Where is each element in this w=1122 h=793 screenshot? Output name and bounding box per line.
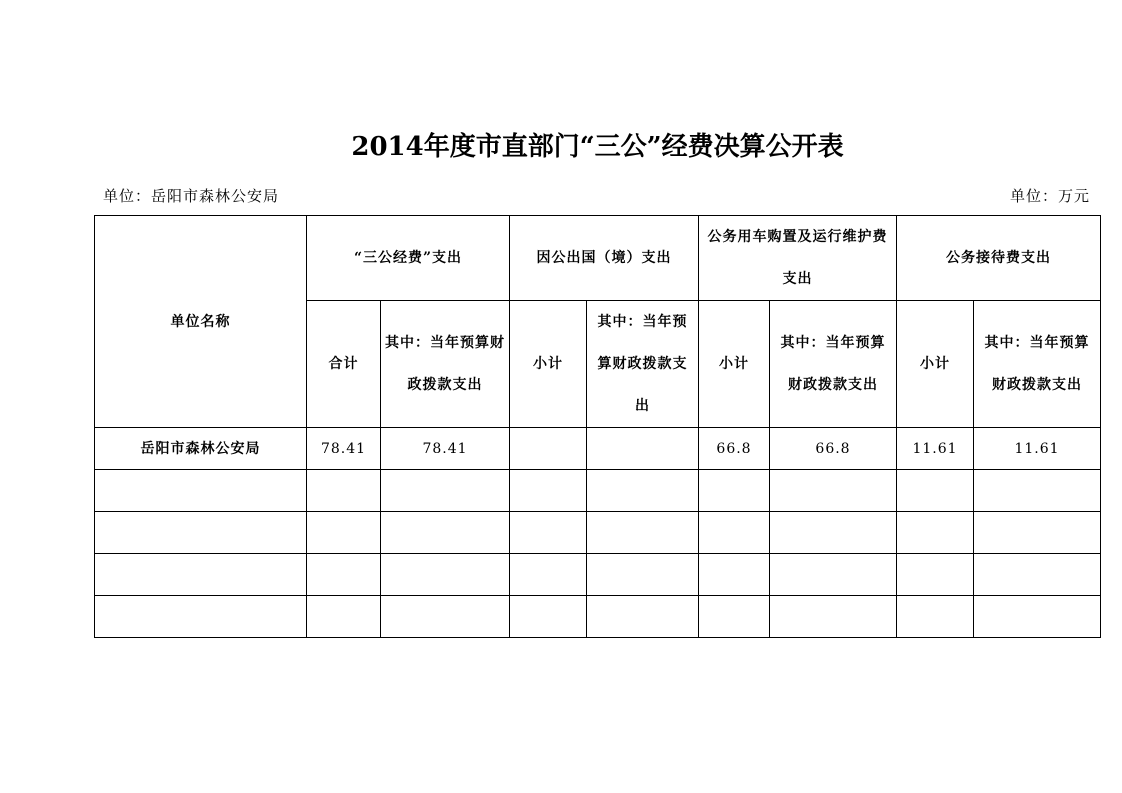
header-row-groups [95,216,1101,301]
header-reception: 公务接待费支出 [897,216,1101,301]
cell-unit [95,512,307,554]
cell-value [307,470,381,512]
cell-value [699,470,770,512]
cell-value [510,512,587,554]
table-row [95,512,1101,554]
cell-value [770,512,897,554]
cell-value: 66.8 [770,428,897,470]
table-row [95,428,1101,470]
table-row [95,596,1101,638]
header-total: 合计 [307,301,381,428]
expense-table [94,215,1101,638]
cell-value [699,512,770,554]
cell-value [897,554,974,596]
cell-value [770,470,897,512]
cell-value [307,554,381,596]
cell-value [381,470,510,512]
cell-value [699,554,770,596]
header-vehicle-budget: 其中：当年预算财政拨款支出 [770,301,897,428]
table-row [95,470,1101,512]
cell-value [770,554,897,596]
cell-value [587,512,699,554]
cell-unit [95,554,307,596]
cell-value [587,428,699,470]
cell-value [699,596,770,638]
cell-value [897,596,974,638]
table-row [95,554,1101,596]
header-abroad-subtotal: 小计 [510,301,587,428]
cell-unit [95,596,307,638]
header-vehicle: 公务用车购置及运行维护费支出 [699,216,897,301]
cell-value [510,596,587,638]
cell-value [381,554,510,596]
cell-value: 78.41 [381,428,510,470]
cell-value [307,512,381,554]
cell-value [587,596,699,638]
cell-value [510,470,587,512]
cell-value: 66.8 [699,428,770,470]
header-abroad: 因公出国（境）支出 [510,216,699,301]
header-vehicle-subtotal: 小计 [699,301,770,428]
unit-currency: 单位：万元 [1009,187,1090,205]
cell-value [381,512,510,554]
cell-value [587,470,699,512]
cell-value: 11.61 [897,428,974,470]
cell-unit [95,470,307,512]
cell-value [770,596,897,638]
header-sangong: “三公经费”支出 [307,216,510,301]
cell-value [381,596,510,638]
cell-unit: 岳阳市森林公安局 [95,428,307,470]
cell-value [974,596,1101,638]
cell-value [307,596,381,638]
header-sangong-budget: 其中：当年预算财政拨款支出 [381,301,510,428]
header-abroad-budget: 其中：当年预算财政拨款支出 [587,301,699,428]
page-title: 2014年度市直部门“三公”经费决算公开表 [351,132,844,162]
cell-value [897,470,974,512]
cell-value: 78.41 [307,428,381,470]
cell-value [974,554,1101,596]
unit-organization: 单位：岳阳市森林公安局 [103,187,280,205]
cell-value [897,512,974,554]
cell-value: 11.61 [974,428,1101,470]
header-unit-name: 单位名称 [95,216,307,428]
header-reception-subtotal: 小计 [897,301,974,428]
header-reception-budget: 其中：当年预算财政拨款支出 [974,301,1101,428]
cell-value [587,554,699,596]
cell-value [510,554,587,596]
cell-value [974,470,1101,512]
cell-value [974,512,1101,554]
cell-value [510,428,587,470]
